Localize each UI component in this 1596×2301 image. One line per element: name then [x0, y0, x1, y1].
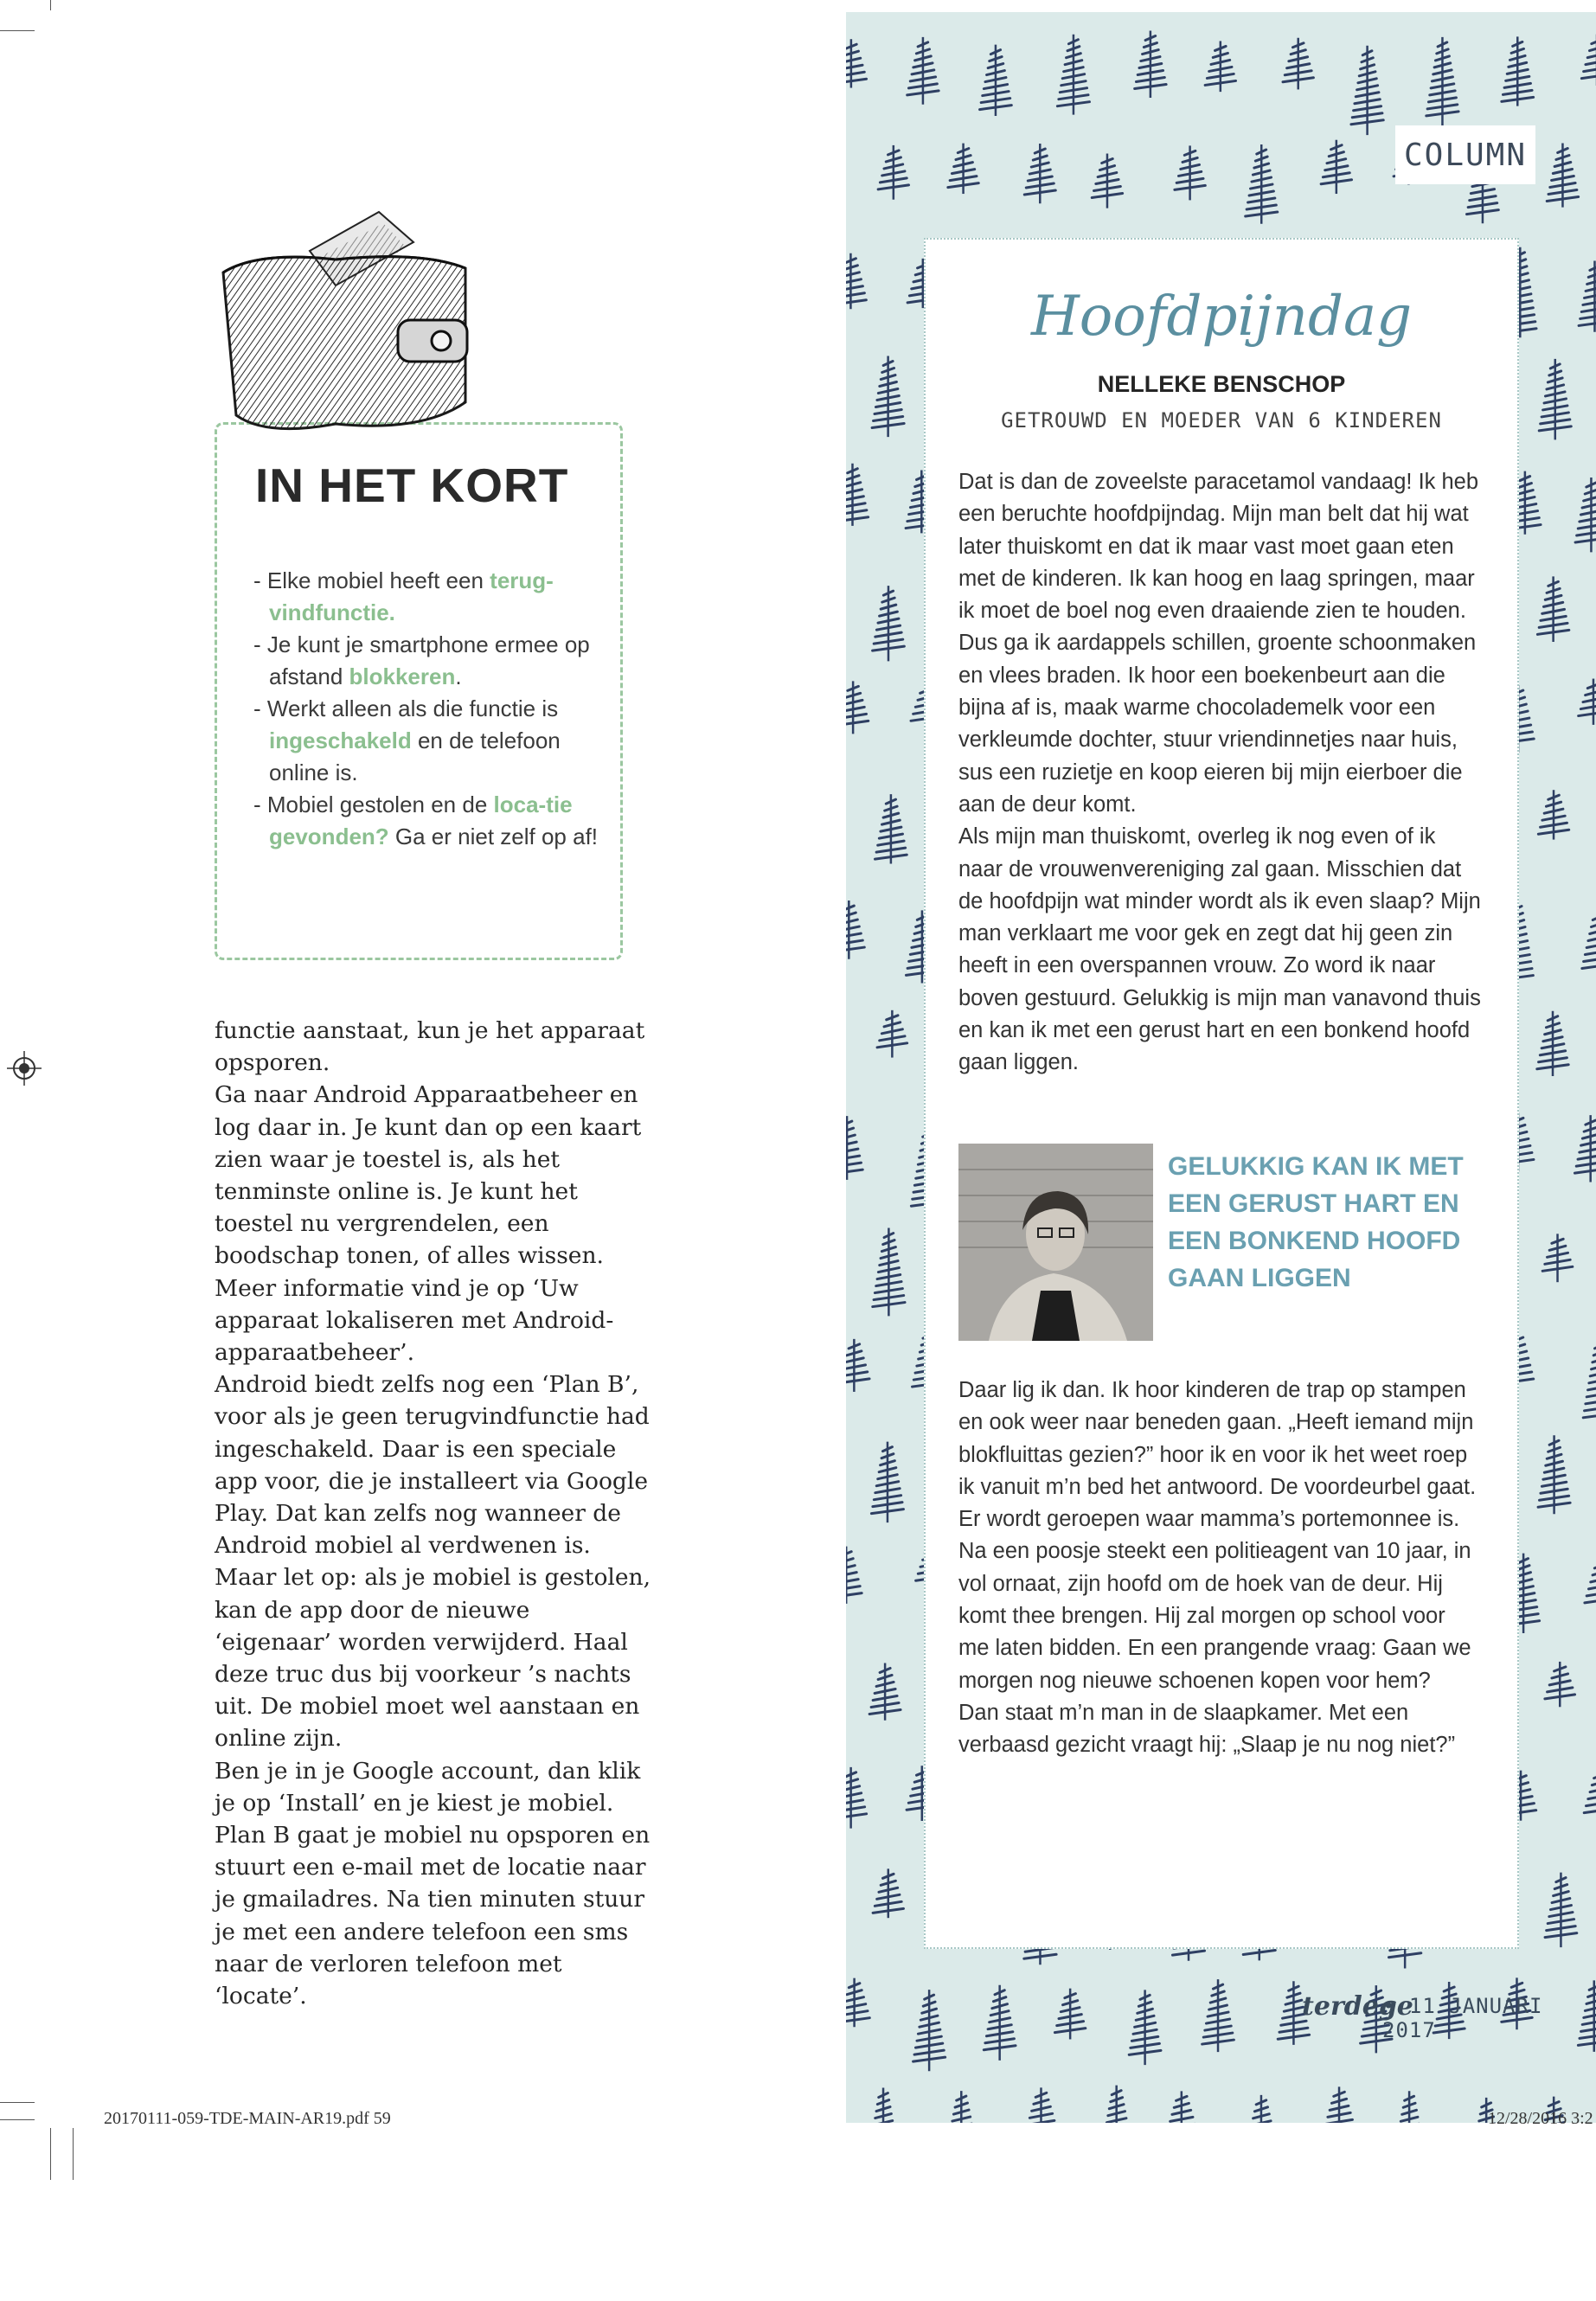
- tree-icon: [1539, 359, 1571, 439]
- tree-icon: [1575, 478, 1596, 552]
- column-paragraph: Als mijn man thuiskomt, overleg ik nog even of ik naar de vrouwenvereniging zal gaan. Misschien dat de hoofdpijn wat minder wordt als ik even slaap? Mijn man verklaart me voor gek en zegt dat hij geen zin heeft in een overspannen vrouw. Zo word ik naar boven gestuurd. Gelukkig is mijn man vanavond thuis en kan ik met een gerust hart en een bonkend hoofd gaan liggen.: [958, 824, 1481, 1075]
- item-text: en de telefoon online is.: [269, 727, 561, 785]
- list-item: [253, 629, 599, 693]
- sidebar-list: [253, 565, 599, 853]
- wallet-icon: [206, 190, 491, 450]
- tree-icon: [1537, 1011, 1568, 1076]
- column-author: NELLEKE BENSCHOP: [1097, 371, 1346, 397]
- tree-icon: [1202, 1979, 1234, 2052]
- crop-mark: [50, 2128, 51, 2180]
- tree-icon: [873, 1868, 903, 1918]
- tree-icon: [913, 1990, 945, 2071]
- column-paragraph: Na een poosje steekt een politieagent van 10 jaar, in vol ornaat, zijn hoofd om de hoek van de deur. Hij komt thee brengen. Hij zal morgen op school voor me laten bidden. En een prangende vraag: Gaan we morgen nog nieuwe schoenen kopen voor hem?: [958, 1539, 1471, 1693]
- tree-icon: [1246, 2095, 1277, 2123]
- tree-icon: [1583, 1339, 1596, 1424]
- tree-icon: [1584, 1769, 1596, 1824]
- crop-mark: [0, 2102, 35, 2103]
- article-paragraph: functie aanstaat, kun je het apparaat opsporen.: [215, 1017, 645, 1077]
- tree-icon: [1092, 154, 1122, 208]
- article-paragraph: Ga naar Android Apparaatbeheer en log daar in. Je kunt dan op een kaart zien waar je toestel is, als het tenminste online is. Je kunt het toestel nu vergrendelen, een boodschap tonen, of alles wissen. Meer informatie vind je op ‘Uw apparaat lokaliseren met Android-apparaatbeheer’.: [215, 1081, 642, 1367]
- tree-icon: [1394, 2091, 1426, 2123]
- crop-mark: [0, 2119, 35, 2120]
- tree-icon: [1582, 910, 1596, 975]
- tree-icon: [846, 39, 867, 87]
- tree-icon: [1057, 35, 1089, 115]
- item-highlight: terug-vindfunctie.: [269, 567, 554, 625]
- tree-icon: [1129, 1990, 1161, 2065]
- tree-icon: [1547, 143, 1578, 207]
- print-slug: 20170111-059-TDE-MAIN-AR19.pdf 59: [104, 2109, 391, 2128]
- tree-icon: [1283, 38, 1313, 90]
- column-subtitle: GETROUWD EN MOEDER VAN 6 KINDEREN: [1001, 408, 1442, 433]
- tree-icon: [1545, 1662, 1575, 1707]
- column-body-top: [958, 466, 1482, 1080]
- tree-icon: [877, 1010, 907, 1058]
- tree-icon: [872, 356, 904, 438]
- item-text: .: [455, 663, 462, 689]
- tree-icon: [1024, 144, 1055, 203]
- item-highlight: loca-tie gevonden?: [269, 792, 573, 849]
- tree-icon: [907, 37, 939, 105]
- column-paragraph: Daar lig ik dan. Ik hoor kinderen de trap op stampen en ook weer naar beneden gaan. „Heeft iemand mijn blokfluittas gezien?” hoor ik en voor ik het weet roep ik vanuit m’n bed het antwoord. De voordeurbel gaat. Er wordt geroepen waar mamma’s portemonnee is.: [958, 1378, 1477, 1532]
- article-paragraph: Android biedt zelfs nog een ‘Plan B’, voor als je geen terugvindfunctie had ingeschakeld. Daar is een speciale app voor, die je installeert via Google Play. Dat kan zelfs nog wanneer de Android mobiel al verdwenen is.: [215, 1371, 650, 1560]
- item-text: - Werkt alleen als die functie is: [253, 695, 559, 721]
- tree-icon: [1574, 1115, 1596, 1182]
- author-portrait-icon: [958, 1144, 1153, 1341]
- registration-mark-icon: [7, 1051, 42, 1086]
- crop-mark: [50, 0, 51, 10]
- tree-icon: [1324, 2086, 1354, 2123]
- column-paragraph: Dan staat m’n man in de slaapkamer. Met een verbaasd gezicht vraagt hij: „Slaap je nu nog niet?”: [958, 1700, 1456, 1758]
- tree-icon: [1026, 2087, 1056, 2123]
- crop-mark: [0, 30, 35, 31]
- tree-icon: [846, 464, 869, 526]
- tree-icon: [846, 1547, 862, 1604]
- tree-icon: [871, 1442, 903, 1522]
- tree-icon: [984, 1985, 1016, 2061]
- tree-icon: [846, 681, 869, 734]
- tree-icon: [1100, 2086, 1132, 2123]
- item-text: Ga er niet zelf op af!: [388, 824, 599, 849]
- tree-icon: [846, 253, 866, 310]
- magazine-brand: terdege: [1302, 1991, 1413, 2022]
- tree-icon: [1537, 576, 1568, 642]
- author-photo: [958, 1144, 1153, 1341]
- item-text: - Je kunt je smartphone ermee op afstand: [253, 631, 590, 689]
- tree-icon: [1175, 145, 1205, 200]
- tree-icon: [948, 144, 978, 194]
- article-paragraph: Ben je in je Google account, dan klik je op ‘Install’ en je kiest je mobiel. Plan B gaat je mobiel nu opsporen en stuurt een e-mail met de locatie naar je gmailadres. Na tien minuten stuur je met een andere telefoon een sms naar de verloren telefoon met ‘locate’.: [215, 1757, 651, 2010]
- item-highlight: blokkeren: [349, 663, 456, 689]
- column-box: [924, 238, 1519, 1949]
- tree-icon: [1585, 1559, 1596, 1613]
- tree-icon: [1135, 31, 1166, 98]
- tree-icon: [1054, 1989, 1085, 2040]
- print-timestamp: 12/28/2016 3:2: [1488, 2109, 1593, 2128]
- tree-icon: [1426, 37, 1458, 126]
- tree-icon: [945, 2091, 977, 2123]
- in-het-kort-box: [215, 422, 623, 960]
- tree-icon: [1502, 36, 1534, 106]
- item-text: - Elke mobiel heeft een: [253, 567, 490, 593]
- list-item: [253, 565, 599, 629]
- article-body: [215, 1015, 651, 2012]
- article-paragraph: Maar let op: als je mobiel is gestolen, kan de app door de nieuwe ‘eigenaar’ worden verwijderd. Haal deze truc dus bij voorkeur ’s nachts uit. De mobiel moet wel aanstaan en online zijn.: [215, 1564, 651, 1753]
- tree-icon: [1351, 46, 1383, 135]
- tree-icon: [1579, 260, 1596, 331]
- tree-icon: [846, 901, 864, 959]
- tree-icon: [873, 1228, 905, 1317]
- tree-icon: [869, 1663, 901, 1720]
- tree-icon: [846, 1978, 869, 2028]
- tree-icon: [875, 794, 907, 863]
- column-paragraph: Dus ga ik aardappels schillen, groente schoonmaken en vlees braden. Ik hoor een boekenbeurt aan die bijna af is, maak warme chocolademelk voor een verkleumde dochter, stuur vriendinnetjes naar huis, sus een ruzietje en koop eieren bij mijn eierboer die aan de deur komt.: [958, 631, 1477, 817]
- tree-icon: [980, 45, 1012, 116]
- item-text: - Mobiel gestolen en de: [253, 792, 494, 817]
- tree-icon: [1205, 41, 1235, 92]
- tree-icon: [1545, 1873, 1577, 1948]
- tree-icon: [1579, 679, 1596, 725]
- column-body-bottom: [958, 1375, 1482, 1762]
- tree-icon: [846, 1767, 867, 1829]
- tree-icon: [1321, 140, 1351, 194]
- tree-icon: [1542, 1234, 1573, 1282]
- tree-icon: [846, 1339, 869, 1392]
- tree-icon: [1581, 35, 1596, 86]
- column-title: Hoofdpijndag: [1030, 285, 1413, 349]
- pull-quote: GELUKKIG KAN IK MET EEN GERUST HART EN EEN BONKEND HOOFD GAAN LIGGEN: [1168, 1152, 1464, 1292]
- tree-icon: [873, 586, 905, 661]
- column-tag: COLUMN: [1395, 125, 1535, 184]
- tree-icon: [878, 145, 908, 200]
- tree-icon: [1538, 790, 1568, 839]
- issue-date: • 11 JANUARI 2017: [1382, 1994, 1543, 2042]
- item-highlight: ingeschakeld: [269, 727, 412, 753]
- tree-icon: [1538, 1435, 1570, 1514]
- tree-icon: [1166, 2091, 1196, 2123]
- column-paragraph: Dat is dan de zoveelste paracetamol vandaag! Ik heb een beruchte hoofdpijndag. Mijn man belt dat hij wat later thuiskomt en dat ik maar vast moet gaan eten met de kinderen. Ik kan hoog en laag springen, maar ik moet de boel nog even draaiende zien te houden.: [958, 470, 1479, 624]
- tree-icon: [846, 1116, 862, 1180]
- list-item: [253, 693, 599, 789]
- tree-icon: [1246, 144, 1278, 224]
- list-item: [253, 789, 599, 853]
- crop-mark: [73, 2128, 74, 2180]
- tree-icon: [867, 2088, 899, 2123]
- sidebar-title: IN HET KORT: [255, 458, 569, 512]
